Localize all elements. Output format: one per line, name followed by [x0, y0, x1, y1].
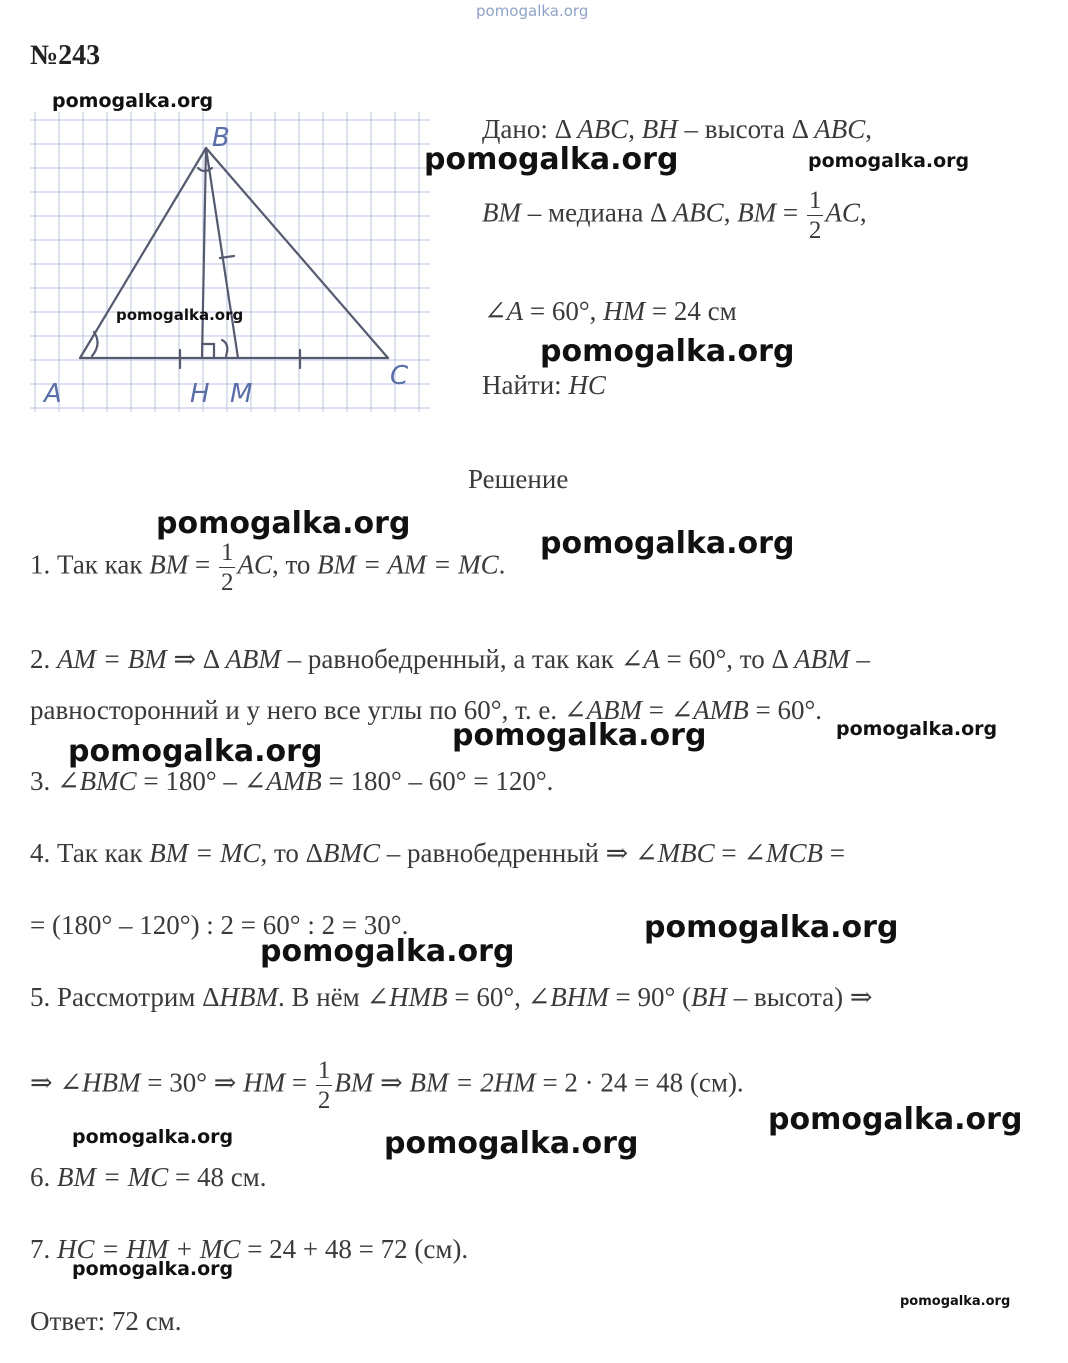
label-m: M: [230, 379, 253, 409]
step-2-line-1: 2. AM = BM ⇒ Δ ABM – равнобедренный, а так как ∠A = 60°, то Δ ABM –: [30, 644, 870, 674]
watermark: pomogalka.org: [900, 1294, 1011, 1309]
watermark: pomogalka.org: [540, 334, 795, 369]
step-2-line-2: равносторонний и у него все углы по 60°, т. е. ∠ABM = ∠AMB = 60°.: [30, 695, 823, 725]
step-7: 7. HC = HM + MC = 24 + 48 = 72 (см).: [30, 1234, 469, 1264]
watermark: pomogalka.org: [644, 910, 899, 945]
step-5-line-2: ⇒ ∠HBM = 30° ⇒ HM = $\frac{1}{2}$ BM ⇒ BM = 2HM = 2 · 24 = 48 (см).: [30, 1057, 744, 1114]
step-4-line-2: = (180° – 120°) : 2 = 60° : 2 = 30°.: [30, 910, 409, 940]
watermark: pomogalka.org: [808, 150, 970, 172]
watermark: pomogalka.org: [68, 734, 323, 769]
fraction-half: $\frac{1}{2}$: [808, 187, 822, 244]
step-3: 3. ∠BMC = 180° – ∠AMB = 180° – 60° = 120°.: [30, 766, 554, 796]
grid-paper: [30, 112, 430, 412]
step-1: 1. Так как BM = $\frac{1}{2}$ AC, то BM = AM = MC.: [30, 539, 506, 596]
watermark: pomogalka.org: [836, 718, 998, 740]
watermark: pomogalka.org: [72, 1258, 234, 1280]
watermark: pomogalka.org: [156, 506, 411, 541]
triangle-diagram: [30, 112, 430, 412]
watermark: pomogalka.org: [452, 718, 707, 753]
watermark: pomogalka.org: [384, 1126, 639, 1161]
triangle-lines: [80, 148, 388, 368]
given-line-1: Дано: Δ ABC, BH – высота Δ ABC,: [482, 114, 872, 144]
find-line: Найти: HC: [482, 370, 606, 400]
label-b: B: [212, 123, 230, 153]
label-a: A: [44, 379, 62, 409]
label-h: H: [190, 379, 210, 409]
step-4-line-1: 4. Так как BM = MC, то ΔBMC – равнобедренный ⇒ ∠MBC = ∠MCB =: [30, 838, 846, 868]
watermark: pomogalka.org: [768, 1102, 1023, 1137]
label-c: C: [390, 361, 409, 391]
watermark: pomogalka.org: [260, 934, 515, 969]
watermark-top: pomogalka.org: [476, 2, 589, 20]
problem-number: №243: [30, 40, 101, 71]
watermark: pomogalka.org: [116, 306, 244, 324]
given-line-2: BM – медиана Δ ABC, BM = $\frac{1}{2}$ AC,: [482, 187, 867, 244]
watermark: pomogalka.org: [540, 526, 795, 561]
watermark: pomogalka.org: [424, 142, 679, 177]
step-6: 6. BM = MC = 48 см.: [30, 1162, 267, 1192]
watermark: pomogalka.org: [72, 1126, 234, 1148]
answer: Ответ: 72 см.: [30, 1306, 182, 1336]
solution-title: Решение: [468, 464, 569, 494]
watermark: pomogalka.org: [52, 90, 214, 112]
given-line-3: ∠A = 60°, HM = 24 см: [484, 296, 737, 326]
step-5-line-1: 5. Рассмотрим ΔHBM. В нём ∠HMB = 60°, ∠BHM = 90° (BH – высота) ⇒: [30, 982, 873, 1012]
